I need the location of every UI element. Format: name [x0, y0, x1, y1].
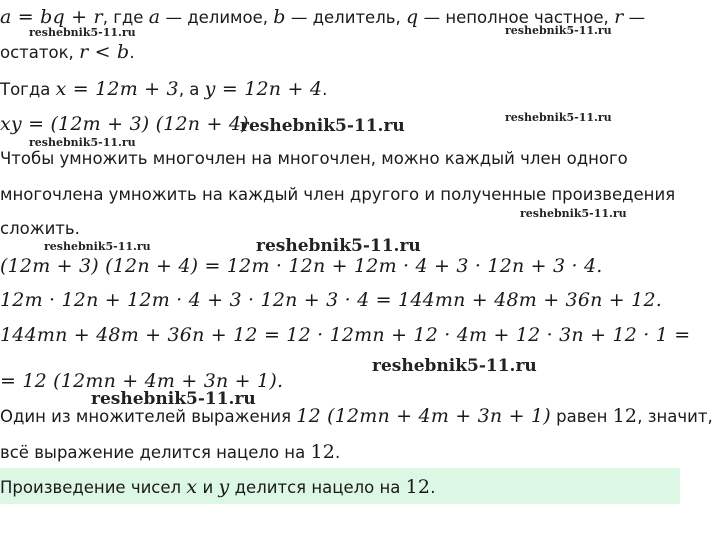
- text: , значит,: [637, 407, 713, 426]
- var-r: r: [614, 6, 624, 28]
- expansion-line: [0, 255, 603, 278]
- formula-factored: = 12 (12mn + 4m + 3n + 1).: [0, 370, 284, 392]
- rule-line-1: [0, 148, 628, 170]
- formula-simplify: 12m · 12n + 12m · 4 + 3 · 12n + 3 · 4 = 144mn + 48m + 36n + 12.: [0, 289, 662, 311]
- text: — делимое,: [160, 8, 274, 27]
- var-x: x: [186, 476, 198, 498]
- text: остаток,: [0, 43, 80, 62]
- formula-remainder: r < b: [79, 41, 130, 63]
- text: .: [322, 80, 328, 99]
- formula-expansion: (12m + 3) (12n + 4) = 12m · 12n + 12m · 4 + 3 · 12n + 3 · 4.: [0, 255, 603, 277]
- text: делится нацело на: [229, 478, 406, 497]
- text: Произведение чисел: [0, 478, 187, 497]
- watermark: reshebnik5-11.ru: [372, 356, 537, 376]
- factor-line: [0, 324, 690, 347]
- text: , где: [102, 8, 149, 27]
- text: .: [430, 478, 436, 497]
- text: и: [197, 478, 219, 497]
- formula-y: y = 12n + 4: [204, 78, 323, 100]
- var-q: q: [405, 6, 419, 28]
- substitution-line: [0, 78, 327, 101]
- conclusion-line-2: [0, 441, 340, 464]
- text: .: [129, 43, 135, 62]
- text: .: [335, 443, 341, 462]
- watermark: reshebnik5-11.ru: [505, 111, 612, 124]
- number-12: 12: [612, 405, 638, 427]
- text: — делитель,: [285, 8, 406, 27]
- watermark: reshebnik5-11.ru: [44, 240, 151, 253]
- var-b: b: [273, 6, 286, 28]
- watermark: reshebnik5-11.ru: [240, 116, 405, 136]
- watermark: reshebnik5-11.ru: [29, 26, 136, 39]
- text: Чтобы умножить многочлен на многочлен, можно каждый член одного: [0, 149, 628, 168]
- rule-line-3: [0, 218, 80, 240]
- number-12: 12: [310, 441, 336, 463]
- remainder-line: [0, 41, 135, 64]
- watermark: reshebnik5-11.ru: [505, 24, 612, 37]
- watermark: reshebnik5-11.ru: [520, 207, 627, 220]
- formula-factored-inline: 12 (12mn + 4m + 3n + 1): [296, 405, 551, 427]
- rule-line-2: [0, 184, 675, 206]
- text: всё выражение делится нацело на: [0, 443, 311, 462]
- text: —: [623, 8, 646, 27]
- text: сложить.: [0, 219, 80, 238]
- formula-division: a = bq + r: [0, 6, 103, 28]
- answer-line: [0, 476, 435, 499]
- var-a: a: [148, 6, 161, 28]
- simplify-line: [0, 289, 662, 312]
- formula-factor: 144mn + 48m + 36n + 12 = 12 · 12mn + 12 · 4m + 12 · 3n + 12 · 1 =: [0, 324, 691, 346]
- formula-product: xy = (12m + 3) (12n + 4): [0, 113, 249, 135]
- number-12: 12: [405, 476, 431, 498]
- text: многочлена умножить на каждый член другого и полученные произведения: [0, 185, 676, 204]
- product-line: [0, 113, 249, 136]
- text: , а: [178, 80, 205, 99]
- text: — неполное частное,: [418, 8, 615, 27]
- watermark: reshebnik5-11.ru: [29, 136, 136, 149]
- watermark: reshebnik5-11.ru: [91, 389, 256, 409]
- var-y: y: [218, 476, 230, 498]
- watermark: reshebnik5-11.ru: [256, 236, 421, 256]
- text: Один из множителей выражения: [0, 407, 297, 426]
- text: равен: [550, 407, 613, 426]
- formula-x: x = 12m + 3: [55, 78, 179, 100]
- text: Тогда: [0, 80, 56, 99]
